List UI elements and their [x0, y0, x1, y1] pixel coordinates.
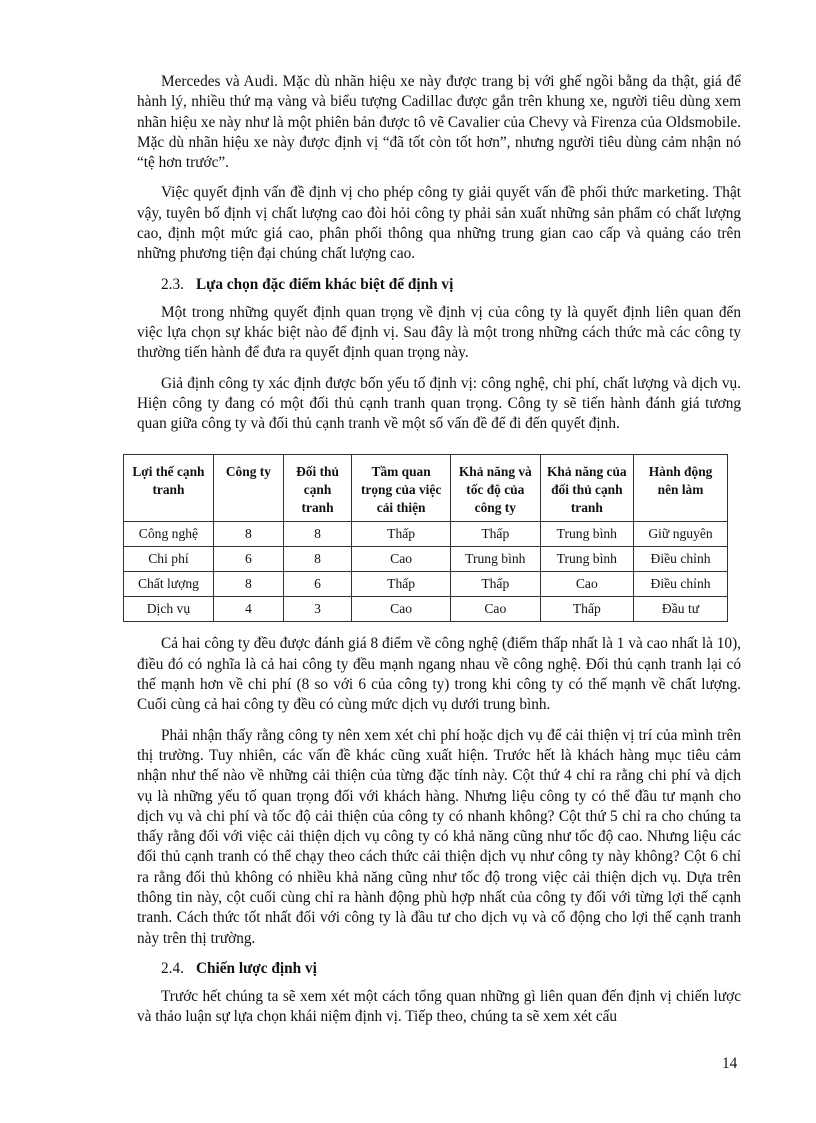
- page-number: 14: [722, 1055, 738, 1072]
- table-header-cell: Khả năng của đối thủ cạnh tranh: [540, 455, 633, 522]
- paragraph-four-factors: Giả định công ty xác định được bốn yếu tố định vị: công nghệ, chi phí, chất lượng và dịch vụ. Hiện công ty đang có một đối thủ cạnh tranh quan trọng. Công ty sẽ tiến hành đánh giá tương quan giữa công ty và đối thủ cạnh tranh về một số vấn đề để đi đến quyết định.: [137, 374, 741, 433]
- paragraph-cadillac-example: Mercedes và Audi. Mặc dù nhãn hiệu xe này được trang bị với ghế ngồi bằng da thật, giá để hành lý, nhiều thứ mạ vàng và biểu tượng Cadillac được gắn trên khung xe, người tiêu dùng xem nhãn hiệu xe này như là một phiên bản được tô vẽ Cavalier của Chevy và Firenza của Oldsmobile. Mặc dù nhãn hiệu xe này được định vị “đã tốt còn tốt hơn”, nhưng người tiêu dùng cảm nhận nó “tệ hơn trước”.: [137, 73, 741, 172]
- table-cell: 8: [213, 522, 283, 547]
- table-header-cell: Công ty: [213, 455, 283, 522]
- table-cell: Thấp: [540, 597, 633, 622]
- table-cell: Cao: [451, 597, 541, 622]
- table-row: [124, 597, 728, 622]
- table-cell: 6: [213, 547, 283, 572]
- table-row: [124, 572, 728, 597]
- table-cell: Thấp: [451, 522, 541, 547]
- section-heading-2-3: [161, 275, 741, 295]
- paragraph-technology-comparison: Cả hai công ty đều được đánh giá 8 điểm về công nghệ (điểm thấp nhất là 1 và cao nhất là 10), điều đó có nghĩa là cả hai công ty đều mạnh ngang nhau về công nghệ. Đối thủ cạnh tranh lại có thế mạnh hơn về chi phí (8 so với 6 của công ty) trong khi công ty có thế mạnh về chất lượng. Cuối cùng cả hai công ty đều có cùng mức dịch vụ dưới trung bình.: [137, 635, 741, 714]
- table-cell: Chi phí: [124, 547, 214, 572]
- table-cell: Trung bình: [451, 547, 541, 572]
- table-cell: Cao: [352, 597, 451, 622]
- paragraph-analysis: Phải nhận thấy rằng công ty nên xem xét chi phí hoặc dịch vụ để cải thiện vị trí của mình trên thị trường. Tuy nhiên, các vấn đề khác cũng xuất hiện. Trước hết là khách hàng mục tiêu cảm nhận như thế nào về những cải thiện của từng đặc tính này. Cột thứ 4 chỉ ra rằng chi phí và dịch vụ là những yếu tố quan trọng đối với khách hàng. Nhưng liệu công ty có thể đầu tư mạnh cho dịch vụ và chi phí và tốc độ cải thiện của công ty có nhanh không? Cột thứ 5 chỉ ra cho chúng ta thấy rằng đối với việc cải thiện dịch vụ công ty có khả năng cũng như tốc độ cao. Nhưng liệu các đối thủ cạnh tranh có thể chạy theo cách thức cải thiện dịch vụ như công ty này không? Cột 6 chỉ ra rằng đối thủ không có nhiều khả năng cũng như tốc độ trong việc cải thiện dịch vụ. Dựa trên thông tin này, cột cuối cùng chỉ ra hành động phù hợp nhất của công ty đối với từng lợi thế cạnh tranh. Cách thức tốt nhất đối với công ty là đầu tư cho dịch vụ và cổ động cho lợi thế cạnh tranh này trên thị trường.: [137, 726, 741, 947]
- table-row: [124, 522, 728, 547]
- table-cell: 8: [213, 572, 283, 597]
- competitive-advantage-table: [123, 454, 728, 622]
- table-cell: Chất lượng: [124, 572, 214, 597]
- table-row: [124, 547, 728, 572]
- table-cell: Thấp: [451, 572, 541, 597]
- table-cell: Trung bình: [540, 547, 633, 572]
- table-cell: 8: [283, 547, 351, 572]
- table-cell: 3: [283, 597, 351, 622]
- table-header-cell: Đối thủ cạnh tranh: [283, 455, 351, 522]
- table-cell: Đầu tư: [634, 597, 728, 622]
- table-cell: Điều chỉnh: [634, 572, 728, 597]
- table-cell: Thấp: [352, 522, 451, 547]
- table-header-cell: Tầm quan trọng của việc cải thiện: [352, 455, 451, 522]
- table-cell: 8: [283, 522, 351, 547]
- section-number: 2.3.: [161, 275, 184, 293]
- table-header-row: [124, 455, 728, 522]
- table-header-cell: Khả năng và tốc độ của công ty: [451, 455, 541, 522]
- table-cell: Điều chỉnh: [634, 547, 728, 572]
- table-cell: Giữ nguyên: [634, 522, 728, 547]
- section-number: 2.4.: [161, 959, 184, 977]
- section-heading-2-4: [161, 959, 741, 979]
- section-title: Lựa chọn đặc điểm khác biệt để định vị: [195, 275, 454, 293]
- table-cell: Thấp: [352, 572, 451, 597]
- section-title: Chiến lược định vị: [195, 959, 317, 977]
- table-cell: 4: [213, 597, 283, 622]
- paragraph-choice-of-difference: Một trong những quyết định quan trọng về định vị của công ty là quyết định liên quan đến việc lựa chọn sự khác biệt nào để định vị. Sau đây là một trong những cách thức mà các công ty thường tiến hành để đưa ra quyết định quan trọng này.: [137, 303, 741, 362]
- table-cell: Cao: [540, 572, 633, 597]
- table-cell: Công nghệ: [124, 522, 214, 547]
- paragraph-positioning-decision: Việc quyết định vấn đề định vị cho phép công ty giải quyết vấn đề phối thức marketing. Thật vậy, tuyên bố định vị chất lượng cao đòi hỏi công ty phải sản xuất những sản phẩm có chất lượng cao, định một mức giá cao, phân phối thông qua những trung gian cao cấp và quảng cáo trên những phương tiện đại chúng chất lượng cao.: [137, 184, 741, 263]
- paragraph-strategic-positioning: Trước hết chúng ta sẽ xem xét một cách tổng quan những gì liên quan đến định vị chiến lược và thảo luận sự lựa chọn khái niệm định vị. Tiếp theo, chúng ta sẽ xem xét cấu: [137, 987, 741, 1026]
- table-cell: Trung bình: [540, 522, 633, 547]
- table-header-cell: Hành động nên làm: [634, 455, 728, 522]
- table-cell: 6: [283, 572, 351, 597]
- table-cell: Dịch vụ: [124, 597, 214, 622]
- table-cell: Cao: [352, 547, 451, 572]
- page-content: [132, 72, 741, 1038]
- table-header-cell: Lợi thế cạnh tranh: [124, 455, 214, 522]
